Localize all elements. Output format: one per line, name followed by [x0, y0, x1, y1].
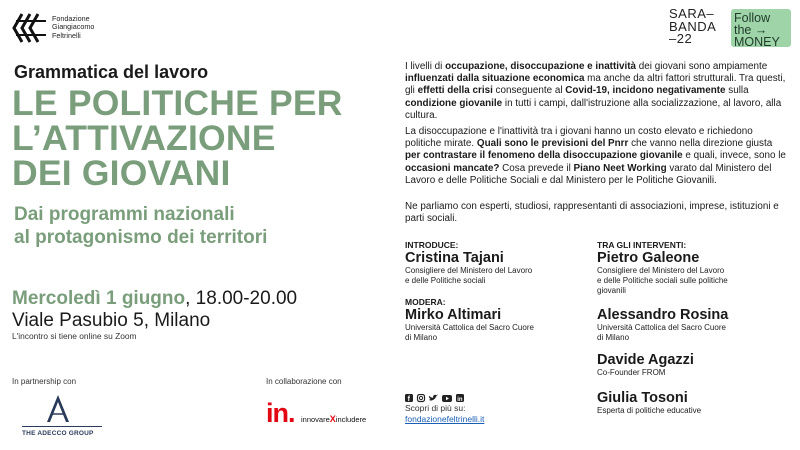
adecco-mark-icon: [22, 392, 102, 426]
moderator-label: MODERA:: [405, 297, 446, 307]
linkedin-icon[interactable]: [456, 394, 464, 403]
description-paragraph-1: [405, 61, 790, 122]
subtitle-line: Dai programmi nazionali: [14, 204, 235, 225]
text-span: conseguente al: [492, 85, 566, 97]
text-span: in tutti i campi, dall'istruzione alla socializzazione, al lavoro, alla cultura.: [405, 97, 782, 121]
speaker-affiliation: di Milano: [597, 333, 630, 342]
follow-line: MONEY: [734, 35, 780, 49]
highlighted-text: effetti della crisi: [417, 85, 493, 97]
text-span: dei giovani sono ampiamente: [636, 61, 768, 72]
text-span: e quali, invece, sono le: [682, 150, 786, 162]
highlighted-text: Covid-19, incidono negativamente: [565, 85, 726, 97]
partnership-label: In partnership con: [12, 377, 77, 386]
moderator-block: [405, 297, 590, 343]
speaker-name: Mirko Altimari: [405, 307, 502, 323]
feltrinelli-name: [52, 15, 94, 40]
innovare-includere-logo: [266, 400, 396, 426]
text-span: La disoccupazione e l'inattività tra i giovani hanno un costo elevato e richiedono politiche mirate.: [405, 126, 753, 150]
speaker-affiliation: Università Cattolica del Sacro Cuore: [405, 323, 534, 332]
speaker-affiliation: e delle Politiche sociali: [405, 276, 486, 285]
text-span: sulla: [725, 85, 749, 97]
highlighted-text: condizione giovanile: [405, 97, 503, 109]
introduce-label: INTRODUCE:: [405, 240, 459, 250]
text-span: Ne parliamo con esperti, studiosi, rappresentanti di associazioni, imprese, istituzioni e parti sociali.: [405, 201, 779, 225]
title-line: LE POLITICHE PER: [12, 83, 343, 123]
text-span: Cosa prevede il: [499, 162, 574, 174]
speaker-affiliation: Consigliere del Ministero del Lavoro: [405, 266, 533, 275]
innovare-word: innovare: [301, 415, 330, 424]
org-name-line: Feltrinelli: [52, 30, 81, 40]
interventi-block: [597, 240, 792, 296]
highlighted-text: Piano Neet Working: [573, 162, 667, 174]
twitter-icon[interactable]: [429, 395, 438, 401]
speaker-name: Alessandro Rosina: [597, 307, 729, 323]
sarabanda-line: –22: [669, 31, 693, 46]
interventi-label: TRA GLI INTERVENTI:: [597, 240, 687, 250]
speaker-affiliation: giovanili: [597, 286, 626, 295]
facebook-icon[interactable]: [405, 394, 413, 403]
subtitle-line: al protagonismo dei territori: [14, 227, 268, 248]
speaker-item: [597, 307, 792, 343]
text-span: che vanno nella direzione giusta: [628, 138, 773, 150]
follow-line: Follow: [734, 11, 771, 25]
website-link[interactable]: fondazionefeltrinelli.it: [405, 414, 485, 424]
includere-word: includere: [335, 415, 367, 424]
description-paragraph-2: [405, 126, 790, 187]
speaker-name: Pietro Galeone: [597, 250, 700, 266]
speaker-name: Cristina Tajani: [405, 250, 504, 266]
highlighted-text: Quali sono le previsioni del Pnrr: [476, 138, 629, 150]
innovare-wordmark: [301, 414, 366, 424]
speaker-item: [597, 390, 792, 416]
event-time: , 18.00-20.00: [185, 288, 298, 309]
feltrinelli-logo: [12, 10, 122, 50]
svg-text:f: f: [407, 396, 410, 403]
sarabanda-line: SARA–: [669, 6, 715, 21]
collaboration-label: In collaborazione con: [266, 377, 342, 386]
social-icons: [405, 390, 467, 403]
feltrinelli-mark-icon: [12, 12, 48, 44]
event-title: [12, 83, 343, 193]
title-line: DEI GIOVANI: [12, 153, 231, 193]
online-note: L'incontro si tiene online su Zoom: [12, 331, 137, 341]
highlighted-text: influenzati dalla situazione economica: [405, 73, 585, 85]
event-venue: Viale Pasubio 5, Milano: [12, 310, 211, 331]
speaker-affiliation: di Milano: [405, 333, 438, 342]
youtube-icon[interactable]: [442, 395, 452, 402]
text-span: varato dal Ministero del Lavoro e delle Politiche Sociali e dal Ministero per le Politiche Giovanili.: [405, 162, 772, 186]
adecco-logo: [22, 392, 102, 440]
org-name-line: Giangiacomo: [52, 22, 95, 32]
text-span: I livelli di: [405, 61, 446, 72]
description-paragraph-3: [405, 201, 790, 225]
highlighted-text: per contrastare il fenomeno della disoccupazione giovanile: [405, 150, 683, 162]
sarabanda-line: BANDA: [669, 18, 717, 34]
speaker-affiliation: Consigliere del Ministero del Lavoro: [597, 266, 725, 275]
follow-line: the →: [734, 23, 768, 37]
adecco-divider: [22, 426, 102, 427]
svg-text:in: in: [457, 397, 463, 403]
event-datetime: [12, 288, 297, 310]
event-kicker: Grammatica del lavoro: [14, 62, 209, 82]
highlighted-text: occupazione, disoccupazione e inattività: [445, 61, 637, 72]
adecco-name: THE ADECCO GROUP: [22, 430, 94, 437]
introducer-block: [405, 240, 590, 286]
follow-the-money-logo: [731, 9, 791, 47]
title-line: L’ATTIVAZIONE: [12, 118, 276, 158]
speaker-affiliation: Co-Founder FROM: [597, 368, 666, 377]
highlighted-text: occasioni mancate?: [405, 162, 500, 174]
org-name-line: Fondazione: [52, 14, 90, 23]
innovare-x: X: [329, 414, 336, 424]
event-date: Mercoledì 1 giugno: [12, 288, 186, 309]
speaker-affiliation: Università Cattolica del Sacro Cuore: [597, 323, 726, 332]
scopri-label: Scopri di più su:: [405, 403, 466, 413]
speaker-item: [597, 352, 792, 378]
text-span: ma anche da altri fattori strutturali. Tra questi, gli: [405, 73, 786, 97]
speaker-affiliation: Esperta di politiche educative: [597, 406, 702, 415]
innovare-in: in.: [266, 398, 295, 428]
speaker-affiliation: e delle Politiche sociali sulle politiche: [597, 276, 728, 285]
event-subtitle: [14, 203, 267, 249]
speaker-name: Davide Agazzi: [597, 352, 694, 368]
sarabanda-logo: [669, 8, 716, 46]
instagram-icon[interactable]: [418, 395, 425, 402]
speaker-item: [597, 250, 792, 296]
speaker-name: Giulia Tosoni: [597, 390, 688, 406]
